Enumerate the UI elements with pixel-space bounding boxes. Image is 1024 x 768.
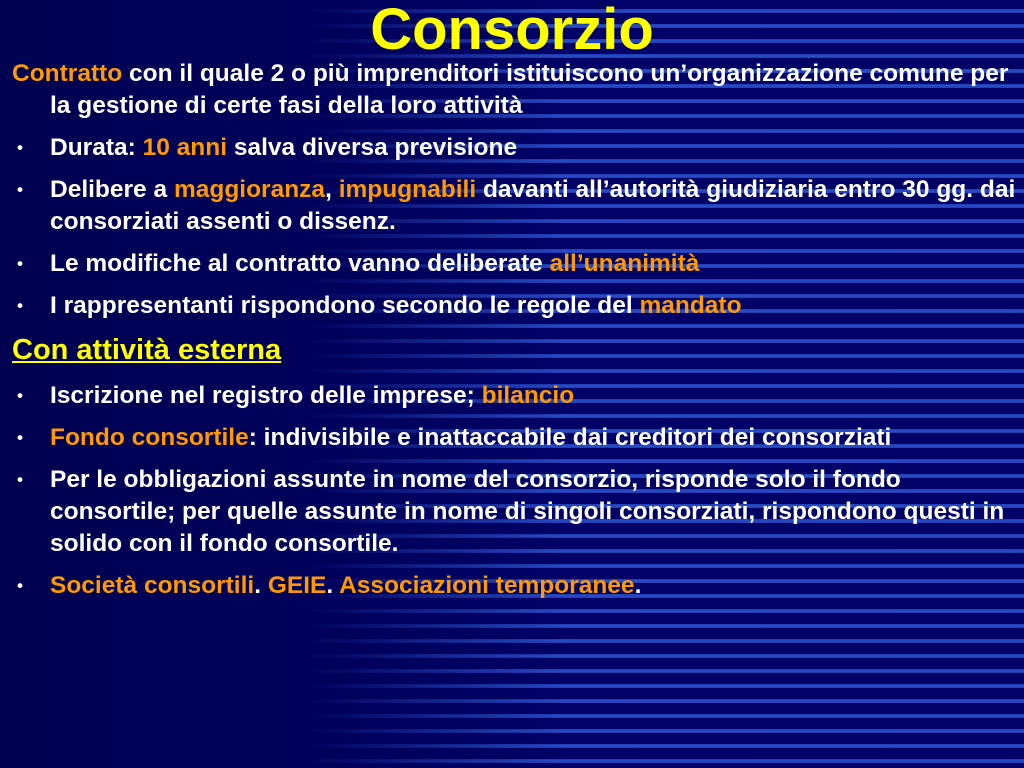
bullet-text: Durata: (50, 134, 143, 161)
bullet-icon: • (17, 254, 23, 273)
bullet-icon: • (17, 470, 23, 489)
bullet-rappresentanti (12, 290, 1020, 322)
bullet-text: salva diversa previsione (227, 134, 518, 161)
bullet-highlight: maggioranza (173, 176, 326, 203)
bullet-text: , (325, 176, 339, 203)
bullet-text: Per le obbligazioni assunte in nome del consorzio, risponde solo il fondo consortile; per quelle assunte in nome di singoli consorziati, rispondono questi in solido con il fondo consortile. (50, 466, 1005, 557)
bullet-highlight: Fondo consortile (50, 424, 249, 451)
bullet-highlight: mandato (639, 292, 742, 319)
bullet-iscrizione (12, 380, 1020, 412)
bullet-obbligazioni (12, 464, 1020, 560)
bullet-fondo (12, 422, 1020, 454)
bullet-highlight: bilancio (481, 382, 575, 409)
bullet-highlight: impugnabili (338, 176, 477, 203)
intro-text: con il quale 2 o più imprenditori istituiscono un’organizzazione comune per la gestione di certe fasi della loro attività (50, 60, 1009, 119)
bullet-highlight: Associazioni temporanee (339, 572, 635, 599)
bullet-text: . (254, 572, 268, 599)
slide-content (12, 58, 1020, 612)
bullet-icon: • (17, 428, 23, 447)
bullet-icon: • (17, 576, 23, 595)
bullet-text: I rappresentanti rispondono secondo le regole del (50, 292, 640, 319)
bullet-text: Delibere a (50, 176, 174, 203)
intro-paragraph (12, 58, 1020, 122)
bullet-text: . (634, 572, 642, 599)
bullet-icon: • (17, 180, 23, 199)
bullet-text: . (326, 572, 340, 599)
bullet-highlight: 10 anni (142, 134, 228, 161)
intro-highlight: Contratto (12, 60, 123, 87)
section-heading: Con attività esterna (12, 334, 282, 366)
bullet-modifiche (12, 248, 1020, 280)
bullet-text: Iscrizione nel registro delle imprese; (50, 382, 482, 409)
bullet-text: Le modifiche al contratto vanno deliberate (50, 250, 550, 277)
bullet-highlight: Società consortili (50, 572, 255, 599)
bullet-text: davanti all’autorità giudiziaria entro 30 gg. dai consorziati assenti o dissenz. (50, 176, 1016, 235)
bullet-highlight: all’unanimità (549, 250, 700, 277)
bullet-societa (12, 570, 1020, 602)
bullet-delibere (12, 174, 1020, 238)
bullet-text: : indivisibile e inattaccabile dai creditori dei consorziati (248, 424, 892, 451)
bullet-icon: • (17, 386, 23, 405)
slide-title: Consorzio (370, 0, 654, 62)
bullet-icon: • (17, 296, 23, 315)
bullet-icon: • (17, 138, 23, 157)
bullet-durata (12, 132, 1020, 164)
bullet-highlight: GEIE (267, 572, 327, 599)
